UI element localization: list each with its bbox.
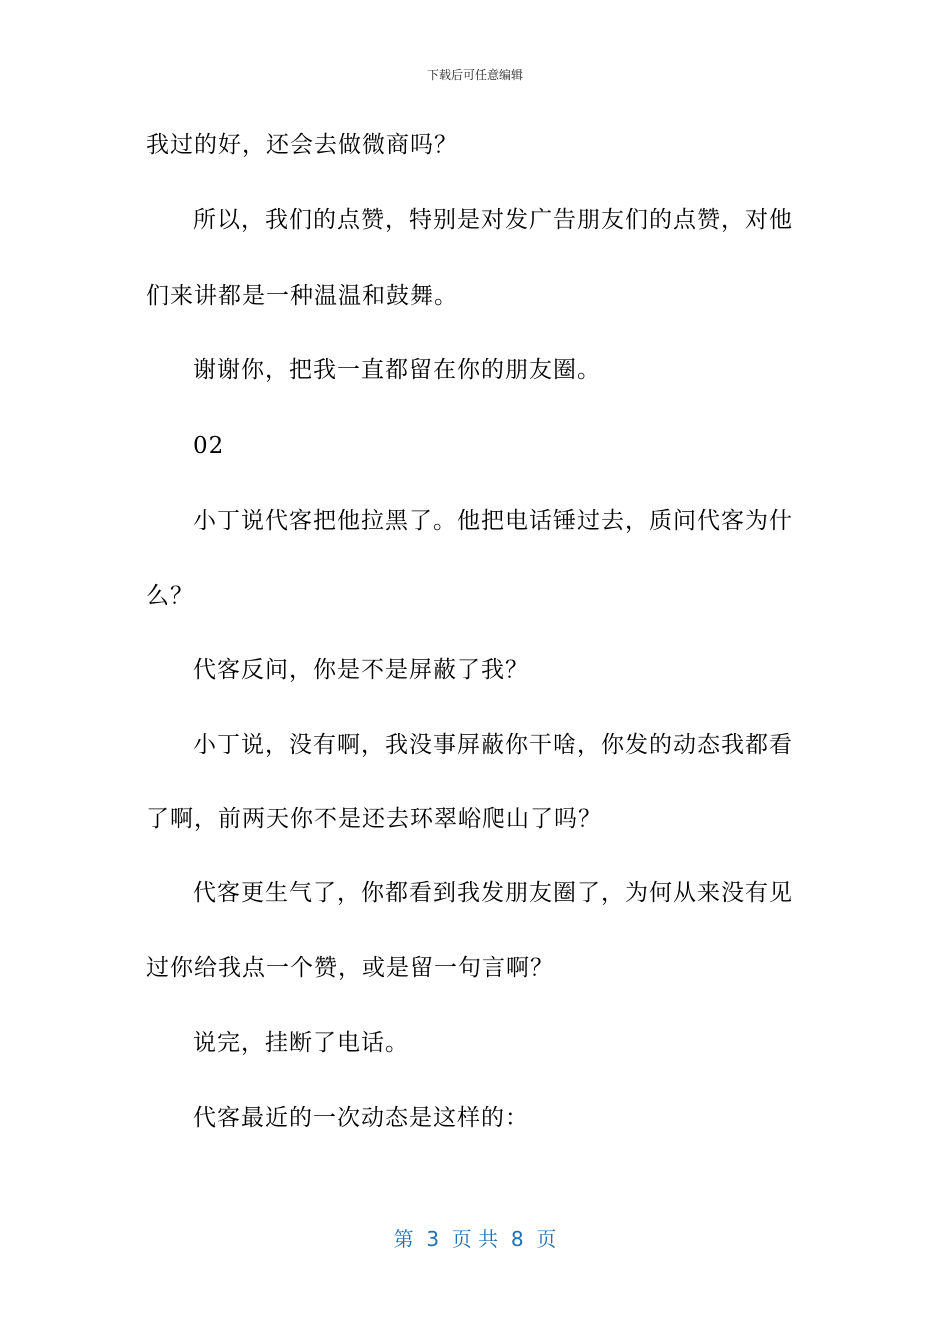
text-line: 们来讲都是一种温温和鼓舞。 [146,283,458,309]
section-number: 02 [193,433,225,459]
header-note: 下载后可任意编辑 [426,68,523,82]
text-line: 代客更生气了，你都看到我发朋友圈了，为何从来没有见 [193,880,793,906]
text-line: 小丁说，没有啊，我没事屏蔽你干啥，你发的动态我都看 [193,732,793,758]
text-line: 过你给我点一个赞，或是留一句言啊？ [146,955,554,981]
text-line: 所以，我们的点赞，特别是对发广告朋友们的点赞，对他 [193,207,793,233]
text-line: 小丁说代客把他拉黑了。他把电话锤过去，质问代客为什 [193,508,793,534]
page-number: 第 3 页 共 8 页 [393,1227,557,1251]
text-line: 说完，挂断了电话。 [193,1030,409,1056]
text-line: 代客反问，你是不是屏蔽了我？ [193,657,529,683]
text-line: 谢谢你，把我一直都留在你的朋友圈。 [193,357,601,383]
text-line: 我过的好，还会去做微商吗？ [146,132,458,158]
text-line: 代客最近的一次动态是这样的： [193,1105,529,1131]
text-line: 了啊，前两天你不是还去环翠峪爬山了吗？ [146,806,602,832]
text-line: 么？ [146,583,194,609]
